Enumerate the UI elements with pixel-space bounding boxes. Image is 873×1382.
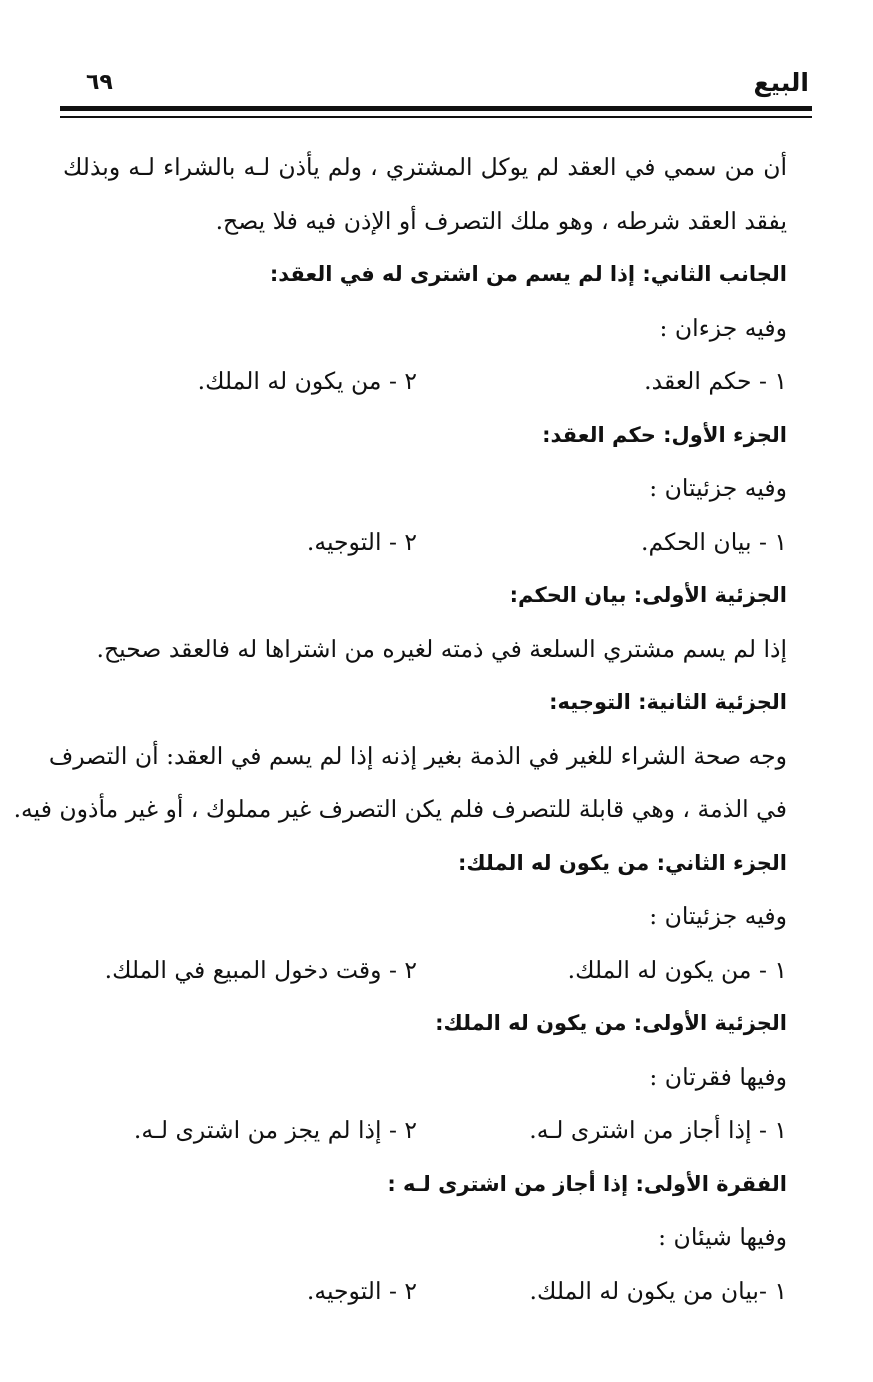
paragraph-line: وفيه جزءان : — [659, 313, 787, 342]
paragraph-line: وفيه جزئيتان : — [649, 902, 787, 930]
paragraph-line: في الذمة ، وهي قابلة للتصرف فلم يكن التصرف غير مملوك ، أو غير مأذون فيه. — [13, 795, 787, 823]
section-heading: الجانب الثاني: إذا لم يسم من اشترى له في العقد: — [269, 262, 787, 286]
paragraph-line: يفقد العقد شرطه ، وهو ملك التصرف أو الإذن فيه فلا يصح. — [215, 206, 787, 235]
list-item: ٢ - إذا لم يجز من اشترى لـه. — [133, 1116, 417, 1144]
paragraph-line: وفيها شيئان : — [658, 1223, 787, 1251]
list-item: ١ - إذا أجاز من اشترى لـه. — [529, 1116, 787, 1144]
enumerated-list-row — [63, 516, 787, 570]
section-heading: الجزء الأول: حكم العقد: — [542, 422, 787, 447]
enumerated-list-row — [63, 1104, 787, 1158]
paragraph-line: أن من سمي في العقد لم يوكل المشتري ، ولم يأذن لـه بالشراء لـه وبذلك — [63, 153, 787, 181]
list-item: ٢ - وقت دخول المبيع في الملك. — [104, 955, 417, 984]
list-item: ١ - حكم العقد. — [644, 367, 787, 395]
header-rule-thick — [60, 106, 812, 111]
enumerated-list-row — [63, 944, 787, 998]
running-header-title: البيع — [753, 68, 809, 97]
section-heading: الفقرة الأولى: إذا أجاز من اشترى لـه : — [387, 1171, 787, 1196]
list-item: ٢ - من يكون له الملك. — [197, 367, 417, 395]
paragraph-line: وفيه جزئيتان : — [649, 474, 787, 502]
section-heading: الجزء الثاني: من يكون له الملك: — [457, 850, 787, 875]
paragraph-line: وفيها فقرتان : — [649, 1062, 787, 1091]
enumerated-list-row — [63, 1265, 787, 1319]
list-item: ١ -بيان من يكون له الملك. — [529, 1276, 787, 1305]
list-item: ٢ - التوجيه. — [306, 1276, 417, 1305]
section-heading: الجزئية الأولى: من يكون له الملك: — [435, 1011, 787, 1035]
paragraph-line: وجه صحة الشراء للغير في الذمة بغير إذنه إذا لم يسم في العقد: أن التصرف — [48, 741, 787, 770]
list-item: ١ - من يكون له الملك. — [567, 955, 787, 984]
page-number: ٦٩ — [86, 70, 113, 95]
list-item: ٢ - التوجيه. — [306, 527, 417, 556]
section-heading: الجزئية الأولى: بيان الحكم: — [509, 583, 787, 607]
section-heading: الجزئية الثانية: التوجيه: — [549, 690, 787, 714]
paragraph-line: إذا لم يسم مشتري السلعة في ذمته لغيره من اشتراها له فالعقد صحيح. — [96, 634, 787, 663]
enumerated-list-row — [63, 355, 787, 409]
list-item: ١ - بيان الحكم. — [641, 527, 787, 556]
header-rule-thin — [60, 116, 812, 118]
page-body — [13, 141, 787, 1318]
